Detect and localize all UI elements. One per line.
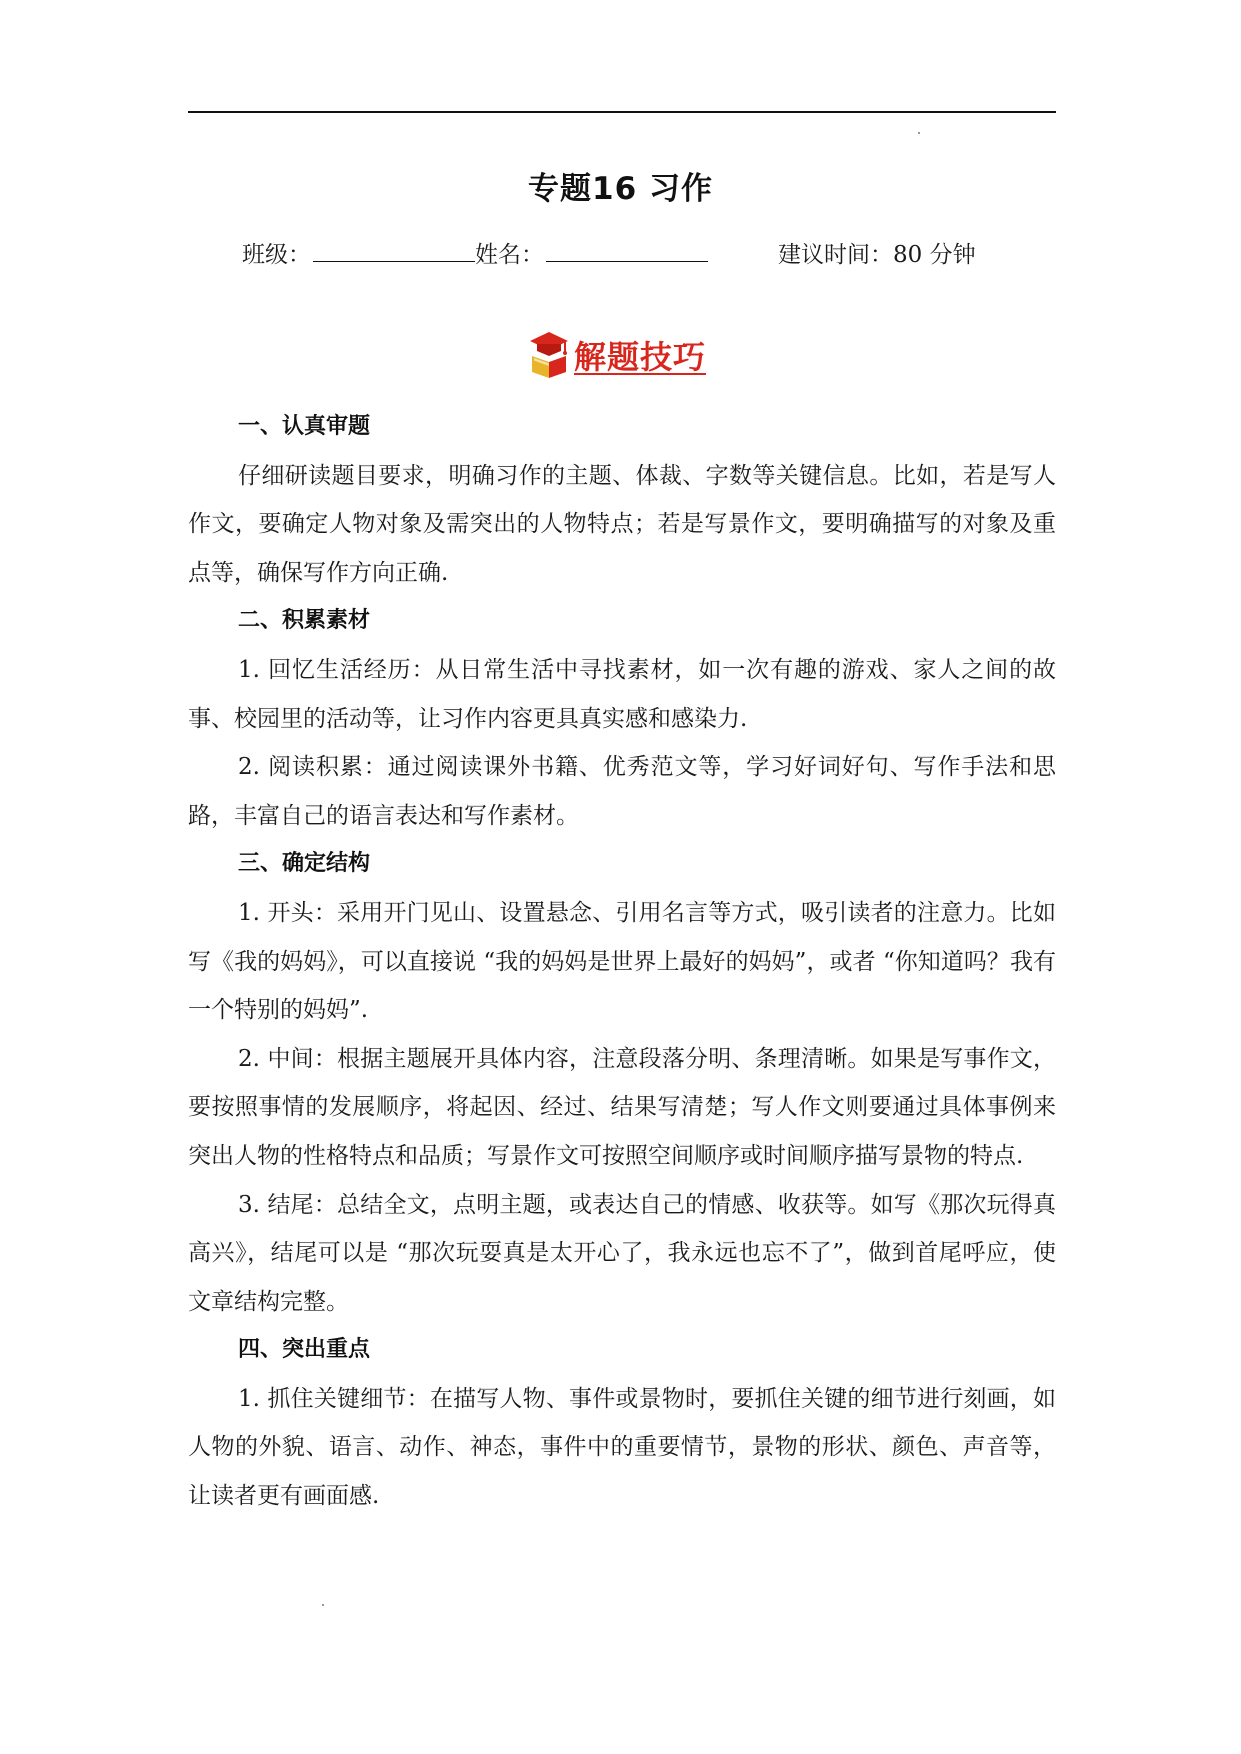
paragraph: 1. 抓住关键细节：在描写人物、事件或景物时，要抓住关键的细节进行刻画，如人物的外貌、语言、动作、神态，事件中的重要情节，景物的形状、颜色、声音等，让读者更有画面感. (188, 1385, 1056, 1510)
page-title: 专题16 习作 (528, 171, 713, 207)
section-heading: 一、认真审题 (238, 414, 371, 439)
suggested-time: 建议时间：80 分钟 (778, 242, 976, 268)
tips-content (188, 403, 1056, 1521)
header-rule (188, 111, 1056, 113)
tips-badge-label: 解题技巧 (574, 338, 707, 376)
paragraph: 2. 中间：根据主题展开具体内容，注意段落分明、条理清晰。如果是写事作文，要按照事情的发展顺序，将起因、经过、结果写清楚；写人作文则要通过具体事例来突出人物的性格特点和品质；写景作文可按照空间顺序或时间顺序描写景物的特点. (188, 1045, 1056, 1169)
paragraph: 1. 开头：采用开门见山、设置悬念、引用名言等方式，吸引读者的注意力。比如写《我的妈妈》，可以直接说 “我的妈妈是世界上最好的妈妈”，或者 “你知道吗？我有一个特别的妈妈”. (188, 899, 1056, 1024)
decorative-dot (322, 1604, 324, 1606)
tips-badge (528, 330, 706, 380)
class-label: 班级： (242, 242, 311, 268)
student-info-row (242, 238, 1062, 272)
section-heading: 三、确定结构 (238, 851, 371, 877)
paragraph: 2. 阅读积累：通过阅读课外书籍、优秀范文等，学习好词好句、写作手法和思路，丰富自己的语言表达和写作素材。 (188, 754, 1056, 829)
class-blank-field[interactable] (313, 239, 475, 262)
book-graduation-cap-icon (528, 330, 570, 380)
decorative-dot (918, 132, 920, 134)
paragraph: 仔细研读题目要求，明确习作的主题、体裁、字数等关键信息。比如，若是写人作文，要确定人物对象及需突出的人物特点；若是写景作文，要明确描写的对象及重点等，确保写作方向正确. (188, 462, 1056, 586)
name-blank-field[interactable] (546, 239, 708, 262)
name-label: 姓名： (475, 242, 544, 268)
section-heading: 四、突出重点 (238, 1337, 371, 1363)
section-heading: 二、积累素材 (238, 608, 371, 634)
paragraph: 3. 结尾：总结全文，点明主题，或表达自己的情感、收获等。如写《那次玩得真高兴》，结尾可以是 “那次玩耍真是太开心了，我永远也忘不了”，做到首尾呼应，使文章结构完整。 (188, 1191, 1056, 1315)
paragraph: 1. 回忆生活经历：从日常生活中寻找素材，如一次有趣的游戏、家人之间的故事、校园里的活动等，让习作内容更具真实感和感染力. (188, 656, 1056, 732)
